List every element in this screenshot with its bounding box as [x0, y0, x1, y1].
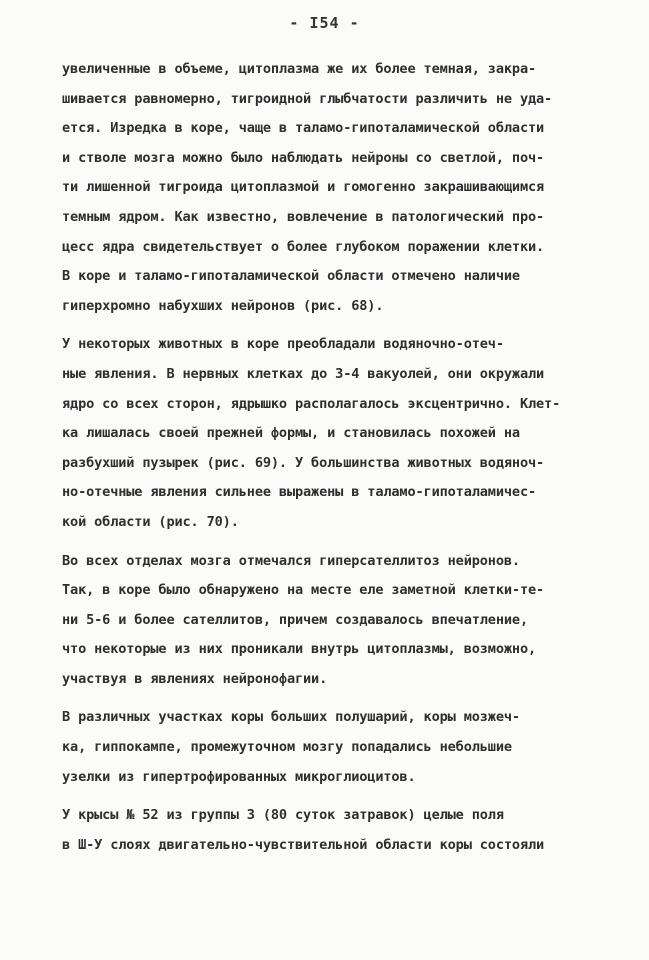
text-line: ка, гиппокампе, промежуточном мозгу попадались небольшие [62, 739, 512, 756]
text-line: темным ядром. Как известно, вовлечение в патологический про- [62, 208, 545, 225]
paragraph-gap [62, 538, 602, 547]
text-line: цесс ядра свидетельствует о более глубоком поражении клетки. [62, 238, 545, 255]
text-line: разбухший пузырек (рис. 69). У большинства животных водяноч- [62, 454, 545, 471]
text-line: шивается равномерно, тигроидной глыбчатости различить не уда- [62, 90, 553, 107]
text-line: ется. Изредка в коре, чаще в таламо-гипоталамической области [62, 120, 545, 137]
text-line: ные явления. В нервных клетках до 3-4 вакуолей, они окружали [62, 365, 545, 382]
text-line: Во всех отделах мозга отмечался гиперсателлитоз нейронов. [62, 552, 520, 569]
text-line: ядро со всех сторон, ядрышко располагалось эксцентрично. Клет- [62, 395, 561, 412]
page-number: - I54 - [289, 14, 360, 32]
text-line: Так, в коре было обнаружено на месте еле заметной клетки-те- [62, 582, 545, 599]
paragraph-gap [62, 694, 602, 703]
text-line: в Ш-У слоях двигательно-чувствительной области коры состояли [62, 836, 545, 853]
text-line: В различных участках коры больших полушарий, коры мозжеч- [62, 709, 520, 726]
text-line: ни 5-6 и более сателлитов, причем создавалось впечатление, [62, 611, 528, 628]
text-line: У крысы № 52 из группы 3 (80 суток затравок) целые поля [62, 807, 504, 824]
text-line: В коре и таламо-гипоталамической области отмечено наличие [62, 268, 520, 285]
text-line: гиперхромно набухших нейронов (рис. 68). [62, 297, 384, 314]
text-line: что некоторые из них проникали внутрь цитоплазмы, возможно, [62, 641, 537, 658]
text-line: увеличенные в объеме, цитоплазма же их более темная, закра- [62, 61, 537, 77]
text-line: ка лишалась своей прежней формы, и становилась похожей на [62, 425, 520, 442]
body-text [62, 55, 602, 860]
text-line: но-отечные явления сильнее выражены в таламо-гипоталамичес- [62, 484, 537, 501]
text-line: кой области (рис. 70). [62, 513, 239, 530]
paragraph-gap [62, 321, 602, 330]
text-line: и стволе мозга можно было наблюдать нейроны со светлой, поч- [62, 149, 545, 166]
text-line: У некоторых животных в коре преобладали водяночно-отеч- [62, 336, 504, 353]
text-line: узелки из гипертрофированных микроглиоцитов. [62, 768, 416, 785]
text-line: участвуя в явлениях нейронофагии. [62, 670, 328, 687]
paragraph-gap [62, 792, 602, 801]
text-line: ти лишенной тигроида цитоплазмой и гомогенно закрашивающимся [62, 179, 545, 196]
